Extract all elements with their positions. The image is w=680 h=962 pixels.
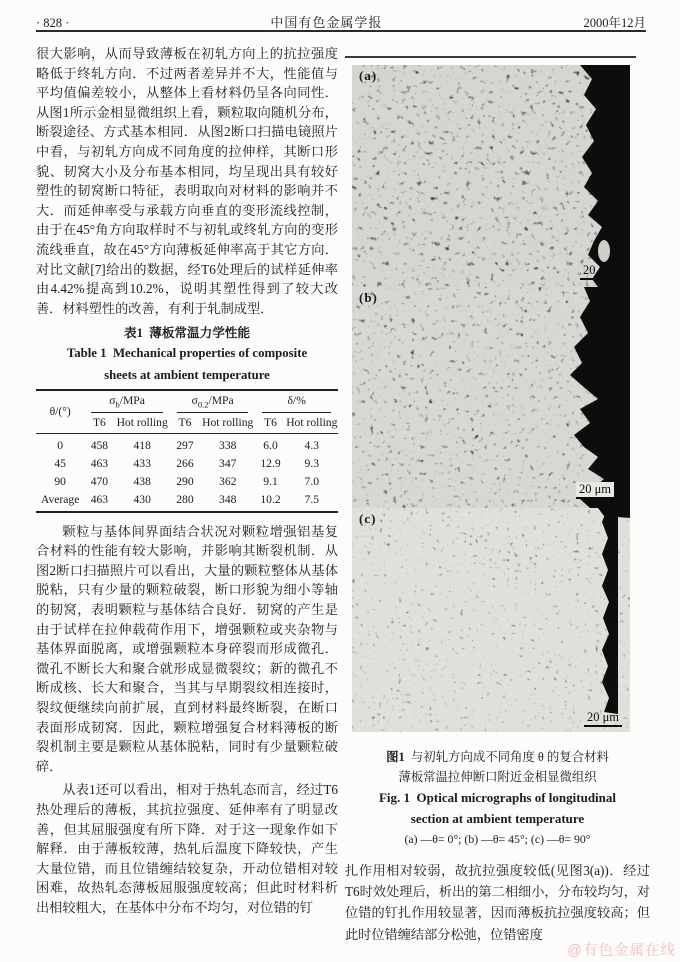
paragraph-3: 从表1还可以看出，相对于热轧态而言，经过T6热处理后的薄板，其抗拉强度、延伸率有了明显改善，但其屈服强度有所下降．对于这一现象作如下解释．由于薄板较薄，热轧后温度下降较快，产生大量位错，而且位错缠结较复杂，开动位错相对较困难，故热轧态薄板屈服强度较高；但此时材料析出相较粗大，在基体中分布不均匀，对位错的钉	[36, 782, 338, 915]
table-1-block	[36, 324, 338, 512]
table-caption-zh	[36, 324, 338, 342]
table-caption-en-line1: Table 1 Mechanical properties of composite	[66, 346, 308, 361]
header-rule	[36, 30, 646, 32]
table-caption-zh-label: 表1	[124, 326, 143, 341]
figure-caption-en-line2: section at ambient temperature	[410, 811, 585, 826]
micrograph-b-scalebar: 20 μm	[576, 482, 614, 499]
group-header-sigma-b: $\sigma_b$/MPa	[84, 390, 170, 412]
micrograph-c-image	[352, 508, 630, 732]
site-watermark: @有色金属在线	[567, 943, 676, 959]
table-caption-en-line2: sheets at ambient temperature	[104, 368, 270, 383]
micrograph-a-image	[352, 65, 630, 287]
page-number: · 828 ·	[36, 16, 70, 30]
journal-title: 中国有色金属学报	[270, 15, 383, 30]
micrograph-a-scalebar: 20 μm	[580, 263, 618, 280]
theta-header: θ/(°)	[36, 390, 84, 433]
micrograph-b-label: (b)	[359, 290, 378, 305]
micrograph-c-label: (c)	[359, 511, 377, 526]
micrograph-a	[352, 65, 630, 287]
table-caption-zh-text: 薄板常温力学性能	[149, 326, 250, 341]
mechanical-properties-table	[36, 389, 338, 512]
micrograph-c-scalebar: 20 μm	[584, 710, 622, 727]
table-row: 0 458 418 297 338 6.0 4.3	[57, 438, 320, 452]
micrograph-a-label: (a)	[359, 68, 378, 83]
issue-date: 2000年12月	[583, 16, 646, 30]
figure-caption-en-line1: Fig. 1 Optical micrographs of longitudinal	[378, 790, 617, 805]
page-header	[36, 12, 646, 31]
paragraph-2: 颗粒与基体间界面结合状况对颗粒增强铝基复合材料的性能有较大影响，并影响其断裂机制．从图2断口扫描照片可以看出，大量的颗粒整体从基体脱粘，只有少量的颗粒破裂，断口形貌为细小等轴的韧窝，表明颗粒与基体结合良好．韧窝的产生是由于试样在拉伸载荷作用下，增强颗粒或夹杂物与基体界面脱离，或增强颗粒本身碎裂而形成微孔．微孔不断长大和聚合就形成显微裂纹；新的微孔不断成核、长大和聚合，当其与早期裂纹相连接时，裂纹便继续向前扩展，直到材料最终断裂，在断口表面形成韧窝．因此，颗粒增强复合材料薄板的断裂机制主要是颗粒从基体脱粘，同时有少量颗粒破碎．	[36, 523, 338, 774]
figure-caption-zh-line1: 图1 与初轧方向成不同角度 θ 的复合材料	[386, 750, 609, 764]
table-row: 45 463 433 266 347 12.9 9.3	[54, 456, 320, 470]
right-column	[345, 52, 650, 945]
paragraph-1: 很大影响，从而导致薄板在初轧方向上的抗拉强度略低于终轧方向．不过两者差异并不大，性能值与平均值偏差较小，从整体上看材料仍呈各向同性．从图1所示金相显微组织上看，颗粒取向随机分布，断裂途径、方式基本相同．从图2断口扫描电镜照片中看，与初轧方向成不同角度的拉伸样，其断口形貌、韧窝大小及分布基本相同，均呈现出具有较好塑性的韧窝断口特征，表明取向对材料的影响并不大．而延伸率受与承载方向垂直的变形流线控制，由于在45°角方向取样时不与初轧或终轧方向的变形流线垂直，故在45°方向薄板延伸率高于其它方向．对比文献[7]给出的数据，经T6处理后的试样延伸率由4.42%提高到10.2%，说明其塑性得到了较大改善．材料塑性的改善，有利于轧制成型．	[36, 46, 338, 316]
micrograph-c	[352, 508, 630, 732]
table-row: 90 470 438 290 362 9.1 7.0	[54, 474, 320, 488]
figure-1-caption	[345, 748, 650, 848]
paragraph-right: 扎作用相对较弱，故抗拉强度较低(见图3(a))．经过T6时效处理后，析出的第二相细小，分布较均匀，对位错的钉扎作用较显著，因而薄板抗拉强度较高；但此时位错缠结部分松弛，位错密度	[345, 863, 650, 942]
figure-caption-conditions: (a) —θ= 0°; (b) —θ= 45°; (c) —θ= 90°	[404, 832, 591, 846]
figure-top-rule	[345, 56, 636, 58]
figure-caption-zh-line2: 薄板常温拉伸断口附近金相显微组织	[398, 769, 597, 784]
group-header-sigma-02: $\sigma_{0.2}$/MPa	[170, 390, 256, 412]
micrograph-b-image	[352, 287, 630, 508]
group-header-delta: δ/%	[255, 390, 338, 412]
table-row: Average 463 430 280 348 10.2 7.5	[40, 492, 320, 506]
left-column	[36, 44, 338, 918]
micrograph-b	[352, 287, 630, 508]
sub-header-row: T6 Hot rolling T6 Hot rolling T6 Hot rolling	[36, 413, 338, 434]
group-header-row	[36, 390, 338, 412]
